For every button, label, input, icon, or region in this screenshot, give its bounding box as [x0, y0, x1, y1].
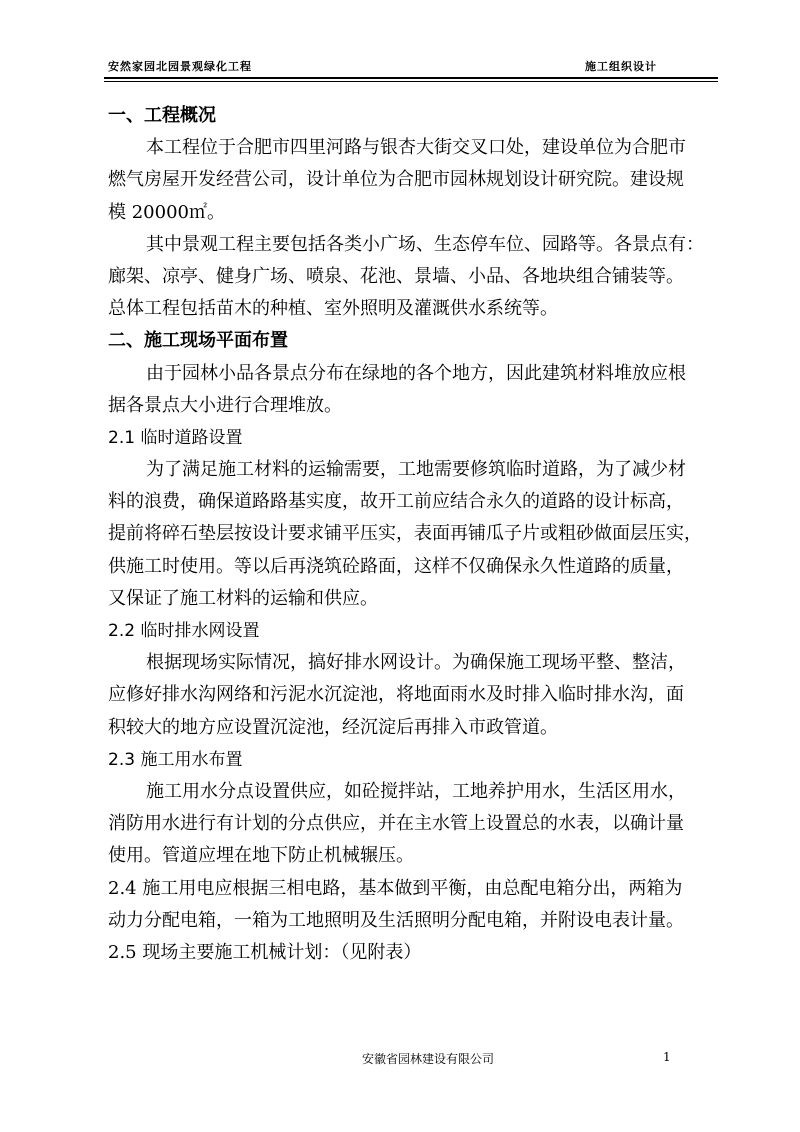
page-number: 1 — [663, 1050, 671, 1064]
page-header — [0, 0, 800, 80]
subsection-heading: 2.1 临时道路设置 — [108, 427, 243, 448]
paragraph-line: 廊架、凉亭、健身广场、喷泉、花池、景墙、小品、各地块组合铺装等。 — [108, 265, 684, 287]
paragraph-line: 供施工时使用。等以后再浇筑砼路面，这样不仅确保永久性道路的质量， — [108, 555, 684, 577]
header-project-title: 安然家园北园景观绿化工程 — [108, 60, 252, 73]
paragraph-line: 动力分配电箱，一箱为工地照明及生活照明分配电箱，并附设电表计量。 — [108, 909, 684, 931]
header-rule-thin — [104, 81, 718, 82]
document-body — [108, 100, 722, 969]
paragraph-line: 为了满足施工材料的运输需要，工地需要修筑临时道路，为了减少材 — [146, 459, 686, 481]
paragraph-line: 消防用水进行有计划的分点供应，并在主水管上设置总的水表，以确计量 — [108, 813, 684, 835]
footer — [0, 1050, 800, 1067]
paragraph-line: 由于园林小品各景点分布在绿地的各个地方，因此建筑材料堆放应根 — [146, 362, 686, 384]
subsection-heading: 2.3 施工用水布置 — [108, 749, 243, 770]
paragraph-line: 本工程位于合肥市四里河路与银杏大街交叉口处，建设单位为合肥市 — [146, 137, 686, 159]
header-document-type: 施工组织设计 — [585, 60, 657, 73]
paragraph-line: 燃气房屋开发经营公司，设计单位为合肥市园林规划设计研究院。建设规 — [108, 169, 684, 191]
paragraph-line: 料的浪费，确保道路路基实度，故开工前应结合永久的道路的设计标高， — [108, 491, 684, 513]
paragraph-line: 积较大的地方应设置沉淀池，经沉淀后再排入市政管道。 — [108, 716, 558, 738]
paragraph-line: 使用。管道应埋在地下防止机械辗压。 — [108, 845, 414, 867]
section-heading: 二、施工现场平面布置 — [108, 330, 288, 352]
paragraph-line: 其中景观工程主要包括各类小广场、生态停车位、园路等。各景点有： — [146, 233, 704, 255]
paragraph-line: 又保证了施工材料的运输和供应。 — [108, 587, 378, 609]
paragraph-line: 2.4 施工用电应根据三相电路，基本做到平衡，由总配电箱分出，两箱为 — [108, 877, 683, 899]
paragraph-line: 根据现场实际情况，搞好排水网设计。为确保施工现场平整、整洁， — [146, 652, 686, 674]
subsection-heading: 2.2 临时排水网设置 — [108, 621, 260, 641]
paragraph-line: 施工用水分点设置供应，如砼搅拌站，工地养护用水，生活区用水， — [146, 780, 686, 802]
footer-company-name: 安徽省园林建设有限公司 — [361, 1052, 494, 1066]
paragraph-line: 提前将碎石垫层按设计要求铺平压实，表面再铺瓜子片或粗砂做面层压实， — [108, 523, 702, 545]
section-heading: 一、工程概况 — [108, 105, 216, 126]
header-rule — [104, 77, 718, 79]
paragraph-line: 应修好排水沟网络和污泥水沉淀池，将地面雨水及时排入临时排水沟，面 — [108, 684, 684, 706]
paragraph-line: 总体工程包括苗木的种植、室外照明及灌溉供水系统等。 — [108, 298, 558, 320]
paragraph-line: 2.5 现场主要施工机械计划：（见附表） — [108, 941, 422, 963]
paragraph-line: 模 20000㎡。 — [108, 201, 225, 223]
paragraph-line: 据各景点大小进行合理堆放。 — [108, 394, 342, 416]
